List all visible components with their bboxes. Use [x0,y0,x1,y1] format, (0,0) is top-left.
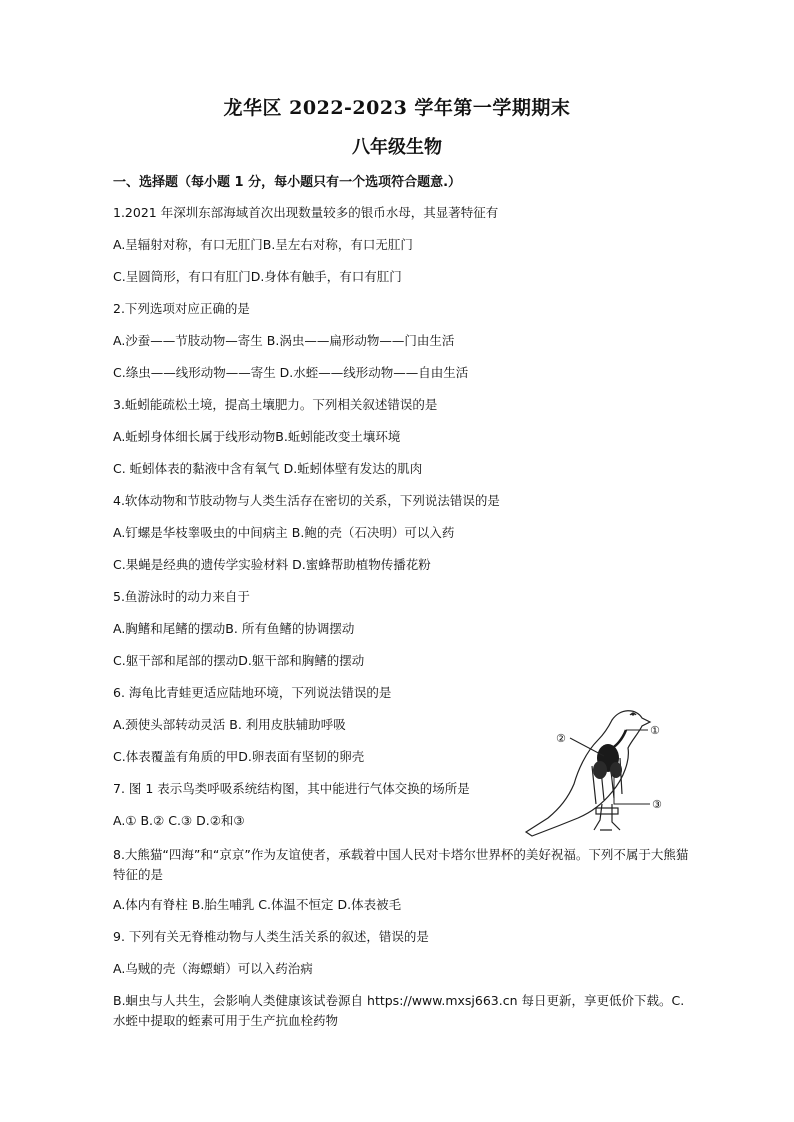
question-8-options: A.体内有脊柱 B.胎生哺乳 C.体温不恒定 D.体表被毛 [113,897,402,912]
question-5-options-c-d: C.躯干部和尾部的摆动D.躯干部和胸鳍的摆动 [113,653,365,668]
question-2-options-c-d: C.绦虫——线形动物——寄生 D.水蛭——线形动物——自由生活 [113,365,469,380]
label-3: ③ [652,798,662,811]
section-heading: 一、选择题（每小题 1 分，每小题只有一个选项符合题意.） [113,175,462,190]
question-1-options-a-b: A.呈辐射对称，有口无肛门B.呈左右对称，有口无肛门 [113,237,413,252]
question-9-option-a: A.乌贼的壳（海螵蛸）可以入药治病 [113,961,313,976]
question-9-stem: 9. 下列有关无脊椎动物与人类生活关系的叙述，错误的是 [113,929,429,944]
question-3-options-a-b: A.蚯蚓身体细长属于线形动物B.蚯蚓能改变土壤环境 [113,429,401,444]
question-8-stem: 8.大熊猫“四海”和“京京”作为友谊使者，承载着中国人民对卡塔尔世界杯的美好祝福。下列不属于大熊猫特征的是 [113,847,689,882]
question-4-stem: 4.软体动物和节肢动物与人类生活存在密切的关系，下列说法错误的是 [113,493,500,508]
question-1-stem: 1.2021 年深圳东部海域首次出现数量较多的银币水母，其显著特征有 [113,205,499,220]
question-2-stem: 2.下列选项对应正确的是 [113,301,250,316]
question-3-stem: 3.蚯蚓能疏松土境，提高土壤肥力。下列相关叙述错误的是 [113,397,438,412]
question-7-stem: 7. 图 1 表示鸟类呼吸系统结构图，其中能进行气体交换的场所是 [113,781,470,796]
question-6-options-c-d: C.体表覆盖有角质的甲D.卵表面有坚韧的卵壳 [113,749,365,764]
question-5-stem: 5.鱼游泳时的动力来自于 [113,589,250,604]
question-2-options-a-b: A.沙蚕——节肢动物—寄生 B.涡虫——扁形动物——门由生活 [113,333,455,348]
label-2: ② [556,732,566,745]
page-title: 龙华区 2022-2023 学年第一学期期末 [223,97,571,119]
question-5-options-a-b: A.胸鳍和尾鳍的摆动B. 所有鱼鳍的协调摆动 [113,621,355,636]
question-1-options-c-d: C.呈圆筒形，有口有肛门D.身体有触手，有口有肛门 [113,269,402,284]
question-9-options-b-c: B.蛔虫与人共生，会影响人类健康该试卷源自 https://www.mxsj663.cn 每日更新，享更低价下载。C.水蛭中提取的蛭素可用于生产抗血栓药物 [113,993,685,1028]
page-subtitle: 八年级生物 [352,137,442,158]
question-4-options-a-b: A.钉螺是华枝睾吸虫的中间病主 B.鲍的壳（石决明）可以入药 [113,525,455,540]
question-7-options: A.① B.② C.③ D.②和③ [113,813,245,828]
question-6-options-a-b: A.颈使头部转动灵活 B. 利用皮肤辅助呼吸 [113,717,346,732]
question-6-stem: 6. 海龟比青蛙更适应陆地环境，下列说法错误的是 [113,685,392,700]
question-3-options-c-d: C. 蚯蚓体表的黏液中含有氧气 D.蚯蚓体壁有发达的肌肉 [113,461,423,476]
bird-respiratory-figure [512,700,672,840]
bird-eye [631,712,634,715]
question-4-options-c-d: C.果蝇是经典的遗传学实验材料 D.蜜蜂帮助植物传播花粉 [113,557,431,572]
lungs-and-airsacs [593,730,626,779]
label-1: ① [650,724,660,737]
